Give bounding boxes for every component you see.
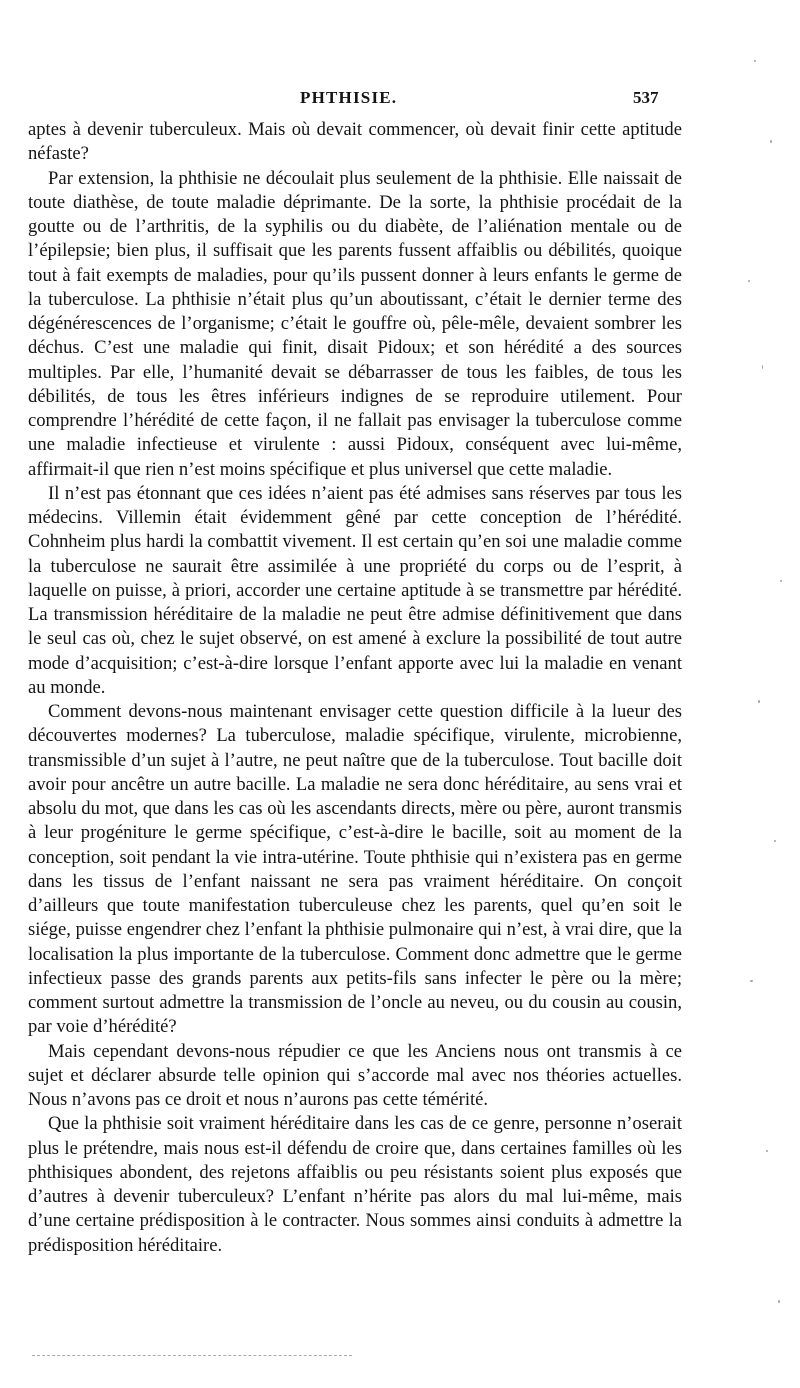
paragraph: Il n’est pas étonnant que ces idées n’aient pas été admises sans réserves par tous les médecins. Villemin était évidemment gêné par cette conception de l’hérédité. Cohnheim plus hardi la combattit vivement. Il est certain qu’en soi une maladie comme la tuberculose ne saurait être assimilée à une propriété du corps ou de l’esprit, à laquelle on puisse, à priori, accorder une certaine aptitude à se transmettre par hérédité. La transmission héréditaire de la maladie ne peut être admise définitivement que dans le seul cas où, chez le sujet observé, on est amené à exclure la possibilité de tout autre mode d’acquisition; c’est-à-dire lorsque l’enfant apporte avec lui la maladie en venant au monde. [28, 482, 682, 698]
body-text [28, 118, 682, 1258]
paragraph-continued: aptes à devenir tuberculeux. Mais où devait commencer, où devait finir cette aptitude néfaste? [28, 119, 682, 165]
margin-speckles [740, 20, 800, 1360]
bottom-print-artifact [32, 1355, 352, 1356]
paragraph: Que la phthisie soit vraiment héréditaire dans les cas de ce genre, personne n’oserait plus le prétendre, mais nous est-il défendu de croire que, dans certaines familles où les phthisiques abondent, des rejetons affaiblis ou peu résistants soient plus exposés que d’autres à devenir tuberculeux? L’enfant n’hérite pas alors du mal lui-même, mais d’une certaine prédisposition à le contracter. Nous sommes ainsi conduits à admettre la prédisposition héréditaire. [28, 1113, 682, 1256]
paragraph: Comment devons-nous maintenant envisager cette question difficile à la lueur des découvertes modernes? La tuberculose, maladie spécifique, virulente, microbienne, transmissible d’un sujet à l’autre, ne peut naître que de la tuberculose. Tout bacille doit avoir pour ancêtre un autre bacille. La maladie ne sera donc héréditaire, au sens vrai et absolu du mot, que dans les cas où les ascendants directs, mère ou père, auront transmis à leur progéniture le germe spécifique, c’est-à-dire le bacille, soit au moment de la conception, soit pendant la vie intra-utérine. Toute phthisie qui n’existera pas en germe dans les tissus de l’enfant naissant ne sera pas vraiment héréditaire. On conçoit d’ailleurs que toute manifestation tuberculeuse chez les parents, quel qu’en soit le siége, puisse engendrer chez l’enfant la phthisie pulmonaire qui n’est, à vrai dire, que la localisation la plus importante de la tuberculose. Comment donc admettre que le germe infectieux passe des grands parents aux petits-fils sans infecter le père ou la mère; comment surtout admettre la transmission de l’oncle au neveu, ou du cousin au cousin, par voie d’hérédité? [28, 701, 682, 1038]
running-head [0, 88, 800, 112]
page-number: 537 [633, 88, 659, 107]
paragraph: Par extension, la phthisie ne découlait plus seulement de la phthisie. Elle naissait de toute diathèse, de toute maladie déprimante. De la sorte, la phthisie procédait de la goutte ou de l’arthritis, de la syphilis ou du diabète, de l’aliénation mentale ou de l’épilepsie; bien plus, il suffisait que les parents fussent affaiblis ou débilités, quoique tout à fait exempts de maladies, pour qu’ils pussent donner à leurs enfants le germe de la tuberculose. La phthisie n’était plus qu’un aboutissant, c’était le dernier terme des dégénérescences de l’organisme; c’était le gouffre où, pêle-mêle, devaient sombrer les déchus. C’est une maladie qui finit, disait Pidoux; et son hérédité a des sources multiples. Par elle, l’humanité devait se débarrasser de tous les faibles, de tous les débilités, de tous les êtres inférieurs indignes de se reproduire utilement. Pour comprendre l’hérédité de cette façon, il ne fallait pas envisager la tuberculose comme une maladie infectieuse et virulente : aussi Pidoux, conséquent avec lui-même, affirmait-il que rien n’est moins spécifique et plus universel que cette maladie. [28, 167, 682, 480]
paragraph: Mais cependant devons-nous répudier ce que les Anciens nous ont transmis à ce sujet et déclarer absurde telle opinion qui s’accorde mal avec nos théories actuelles. Nous n’avons pas ce droit et nous n’aurons pas cette témérité. [28, 1040, 682, 1110]
running-title: PHTHISIE. [300, 88, 398, 107]
